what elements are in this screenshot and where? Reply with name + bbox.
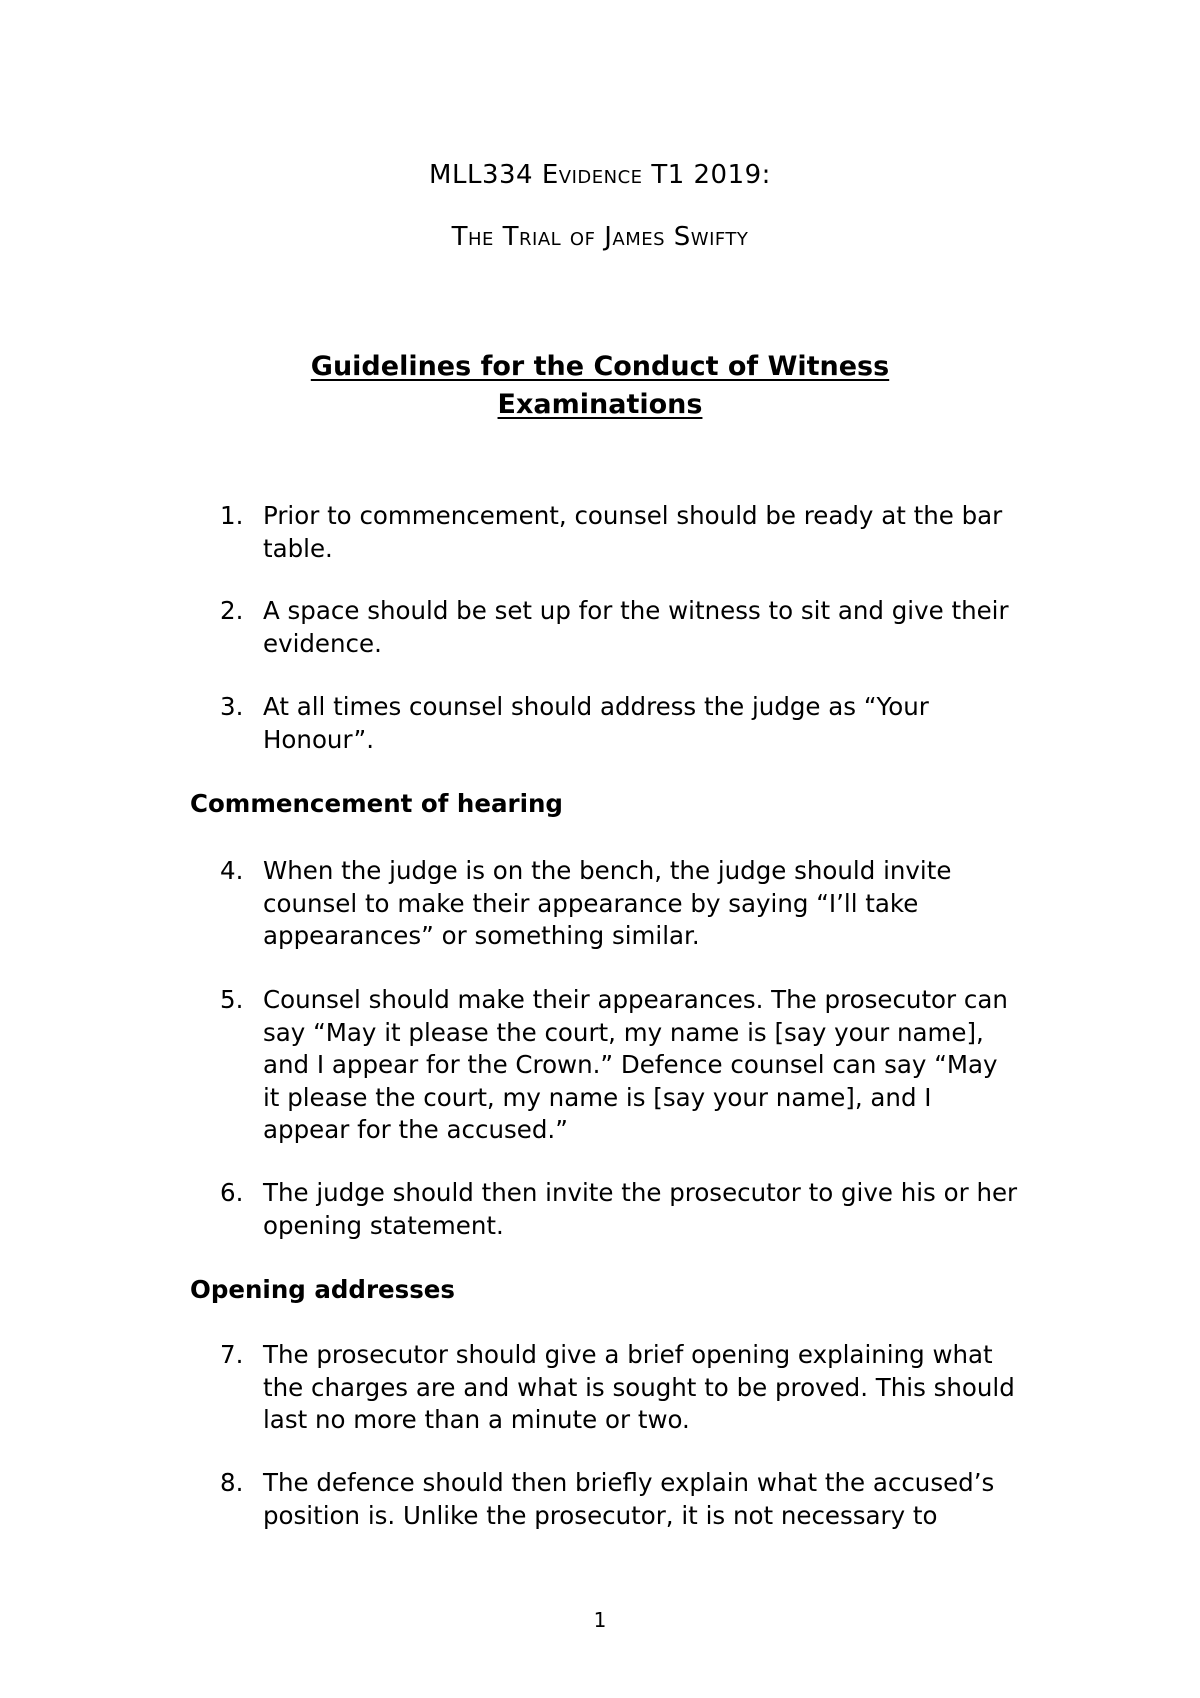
list-item-text: The judge should then invite the prosecutor to give his or her opening statement. xyxy=(263,1178,1018,1240)
section-heading-commencement: Commencement of hearing xyxy=(190,789,563,818)
list-item-number: 6. xyxy=(220,1178,244,1207)
list-item-text: Prior to commencement, counsel should be ready at the bar table. xyxy=(263,501,1003,563)
list-item-text: A space should be set up for the witness to sit and give their evidence. xyxy=(263,596,1009,658)
list-item-number: 8. xyxy=(220,1468,244,1497)
list-item-number: 5. xyxy=(220,985,244,1014)
list-item-number: 2. xyxy=(220,596,244,625)
course-title xyxy=(0,160,1200,190)
list-item-text: Counsel should make their appearances. The prosecutor can say “May it please the court, my name is [say your name], and I appear for the Crown.” Defence counsel can say “May it please the court, my name is [say your name], and I appear for the accused.” xyxy=(263,985,1008,1144)
list-item-text: The prosecutor should give a brief opening explaining what the charges are and what is sought to be proved. This should last no more than a minute or two. xyxy=(263,1340,1015,1434)
list-item xyxy=(220,1177,1020,1242)
list-item-text: At all times counsel should address the judge as “Your Honour”. xyxy=(263,692,929,754)
list-item xyxy=(220,595,1020,660)
list-item xyxy=(220,984,1020,1147)
list-item xyxy=(220,691,1020,756)
list-item-number: 3. xyxy=(220,692,244,721)
course-code: MLL334 xyxy=(429,160,534,190)
list-item xyxy=(220,855,1020,953)
list-item-number: 4. xyxy=(220,856,244,885)
section-heading-opening: Opening addresses xyxy=(190,1275,456,1304)
guidelines-heading-line2: Examinations xyxy=(497,389,703,420)
page-number: 1 xyxy=(593,1608,607,1632)
list-item-text: The defence should then briefly explain what the accused’s position is. Unlike the prosecutor, it is not necessary to xyxy=(263,1468,995,1530)
list-item-number: 1. xyxy=(220,501,244,530)
guidelines-heading xyxy=(0,348,1200,424)
list-item xyxy=(220,1339,1020,1437)
guidelines-heading-line1: Guidelines for the Conduct of Witness xyxy=(310,351,890,382)
list-item xyxy=(220,500,1020,565)
list-item-number: 7. xyxy=(220,1340,244,1369)
list-item xyxy=(220,1467,1020,1532)
trial-title: The Trial of James Swifty xyxy=(451,222,749,252)
course-term: T1 2019: xyxy=(651,160,771,190)
list-item-text: When the judge is on the bench, the judge should invite counsel to make their appearance by saying “I’ll take appearances” or something similar. xyxy=(263,856,952,950)
course-word: Evidence xyxy=(541,160,643,190)
